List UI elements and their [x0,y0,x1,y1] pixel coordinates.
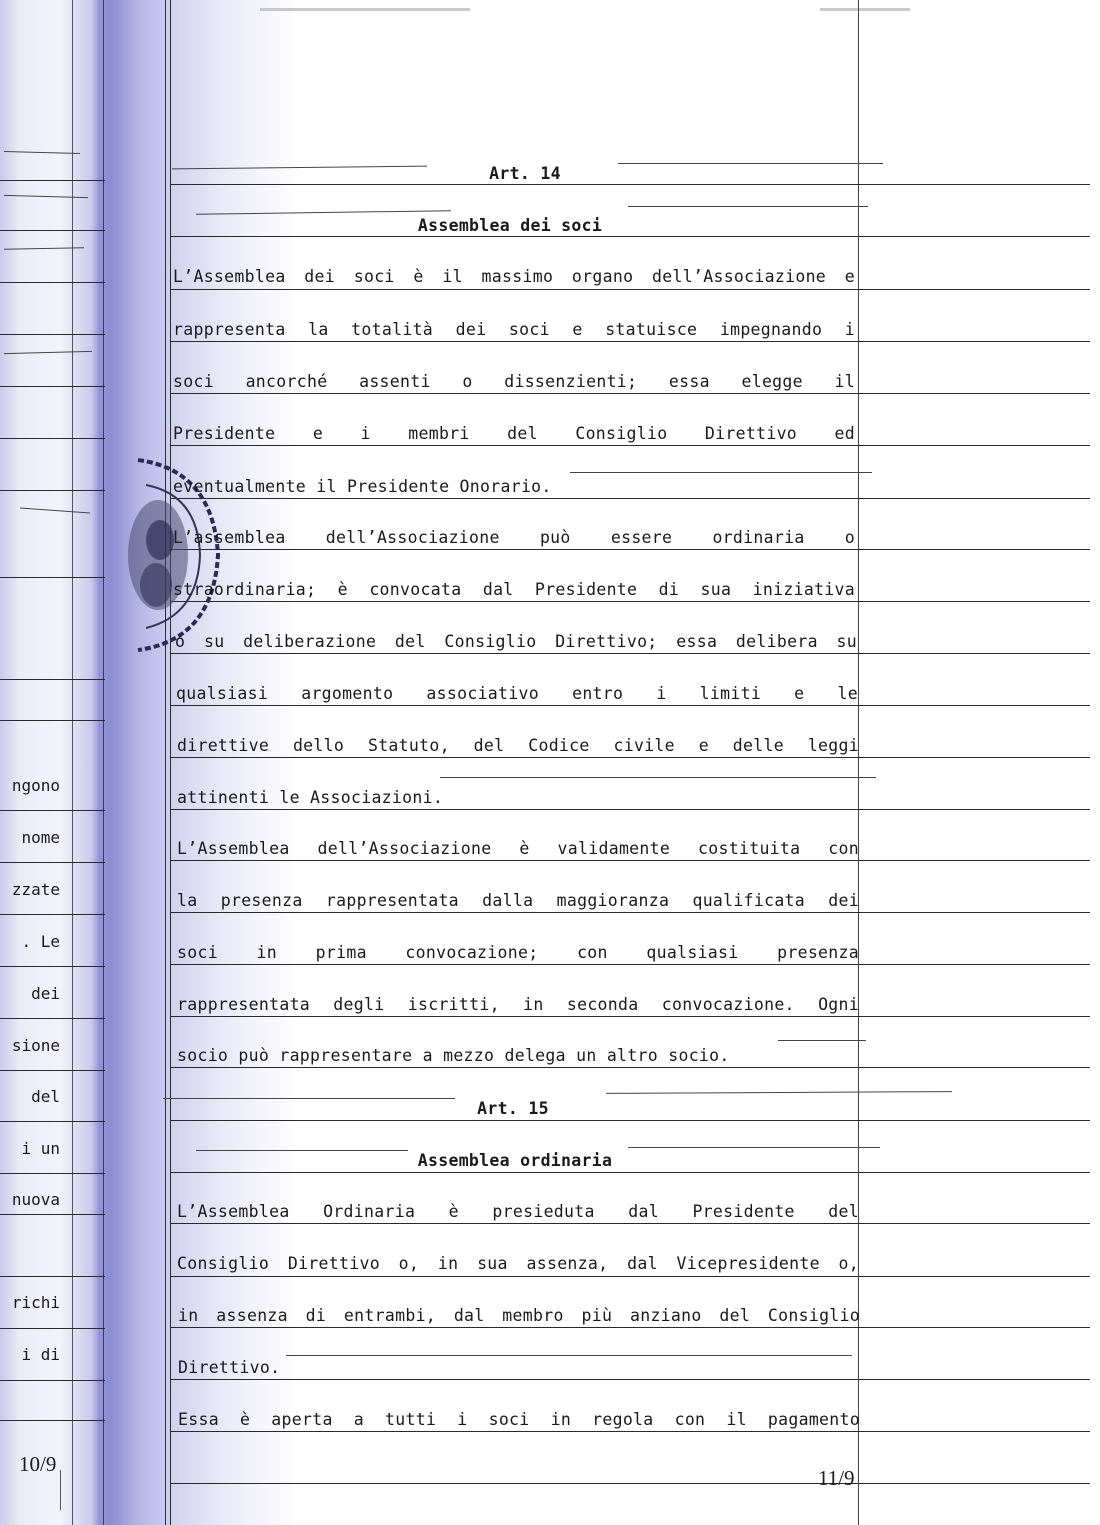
right-page-margin-line-inner [170,0,171,1525]
ruled-line [170,809,1090,810]
left-ruled-line [0,679,105,680]
left-ruled-line [0,282,105,283]
ruled-line [170,1327,1090,1328]
left-fragment: nome [21,828,60,847]
article-subtitle: Assemblea ordinaria [417,1151,613,1170]
left-fragment: richi [11,1293,60,1312]
left-ruled-line [0,490,105,491]
ruled-line [170,653,1090,654]
left-ruled-line [0,438,105,439]
body-line: Essa è aperta a tutti i soci in regola con il pagamento [178,1410,860,1429]
article-title: Art. 15 [477,1099,549,1118]
ruled-line [170,1223,1090,1224]
scan-smudge [260,8,470,11]
ruled-line [170,1067,1090,1068]
left-ruled-line [0,1420,105,1421]
ruled-line [170,341,1090,342]
fill-stroke [606,1091,952,1094]
ruled-line [170,549,1090,550]
body-line: eventualmente il Presidente Onorario. [173,477,552,496]
ruled-line [170,393,1090,394]
left-ruled-line [0,966,105,967]
ruled-line [170,1431,1090,1432]
fill-stroke [440,777,876,778]
left-ruled-line [0,1070,105,1071]
body-line: Consiglio Direttivo o, in sua assenza, dal Vicepresidente o, [177,1254,859,1273]
right-page-margin-line [165,0,166,1525]
body-line: qualsiasi argomento associativo entro i limiti e le [176,684,858,703]
left-ruled-line [0,862,105,863]
left-ruled-line [0,1173,105,1174]
left-ruled-line [0,386,105,387]
ruled-line [170,912,1090,913]
body-line: Direttivo. [178,1358,281,1377]
ruled-line [170,236,1090,237]
body-line: la presenza rappresentata dalla maggioranza qualificata dei [177,891,859,910]
body-line: L’assemblea dell’Associazione può essere ordinaria o [173,528,855,547]
ruled-line [170,1172,1090,1173]
body-line: rappresenta la totalità dei soci e statuisce impegnando i [173,320,855,339]
left-ruled-line [0,334,105,335]
page-gutter-line [103,0,104,1525]
body-line: attinenti le Associazioni. [177,788,444,807]
fill-stroke [286,1355,852,1356]
left-page-margin-line [72,0,73,1525]
article-title: Art. 14 [489,164,561,183]
left-ruled-line [0,1380,105,1381]
ruled-line [170,498,1090,499]
left-fragment: del [31,1087,60,1106]
left-fragment: i un [21,1139,60,1158]
left-ruled-line [0,1276,105,1277]
left-fragment: ngono [11,776,60,795]
ruled-line [170,757,1090,758]
body-line: socio può rappresentare a mezzo delega un altro socio. [177,1046,730,1065]
ruled-line [170,1016,1090,1017]
fill-stroke [628,1147,880,1148]
left-ruled-line [0,1214,105,1215]
right-page-number: 11/9 [818,1466,855,1490]
left-fragment: . Le [21,932,60,951]
scan-smudge [820,8,910,11]
body-line: straordinaria; è convocata dal Presidente di sua iniziativa [173,580,855,599]
left-fragment: i di [21,1345,60,1364]
body-line: direttive dello Statuto, del Codice civile e delle leggi [177,736,859,755]
body-line: soci ancorché assenti o dissenzienti; essa elegge il [173,372,855,391]
left-fragment: sione [11,1036,60,1055]
ruled-line [170,289,1090,290]
left-ruled-line [0,1328,105,1329]
left-ruled-line [0,914,105,915]
left-ruled-line [0,810,105,811]
body-line: L’Assemblea Ordinaria è presieduta dal Presidente del [177,1202,859,1221]
right-page-right-margin-line [858,0,859,1525]
body-line: Presidente e i membri del Consiglio Direttivo ed [173,424,855,443]
body-line: o su deliberazione del Consiglio Direttivo; essa delibera su [175,632,857,651]
body-line: soci in prima convocazione; con qualsiasi presenza [177,943,859,962]
left-ruled-line [0,1018,105,1019]
left-fragment: nuova [11,1190,60,1209]
fill-stroke [570,472,872,473]
body-line: L’Assemblea dei soci è il massimo organo dell’Associazione e [173,267,855,286]
body-line: L’Assemblea dell’Associazione è validamente costituita con [177,839,859,858]
left-fragment: dei [31,984,60,1003]
left-fragment: zzate [11,880,60,899]
left-ruled-line [0,720,105,721]
ruled-line [170,601,1090,602]
left-page-margin-tick [60,1470,61,1510]
fill-stroke [778,1040,866,1041]
fill-stroke [628,206,868,207]
left-ruled-line [0,230,105,231]
left-ruled-line [0,577,105,578]
left-ruled-line [0,180,105,181]
ruled-line [170,1276,1090,1277]
body-line: rappresentata degli iscritti, in seconda convocazione. Ogni [177,995,859,1014]
ruled-line [170,705,1090,706]
ruled-line [170,1120,1090,1121]
left-ruled-line [0,1121,105,1122]
ruled-line [170,1483,1090,1484]
ruled-line [170,1379,1090,1380]
left-page-number: 10/9 [19,1452,57,1476]
ruled-line [170,445,1090,446]
ruled-line [170,860,1090,861]
ruled-line [170,184,1090,185]
article-subtitle: Assemblea dei soci [417,216,603,235]
ruled-line [170,964,1090,965]
body-line: in assenza di entrambi, dal membro più anziano del Consiglio [178,1306,860,1325]
